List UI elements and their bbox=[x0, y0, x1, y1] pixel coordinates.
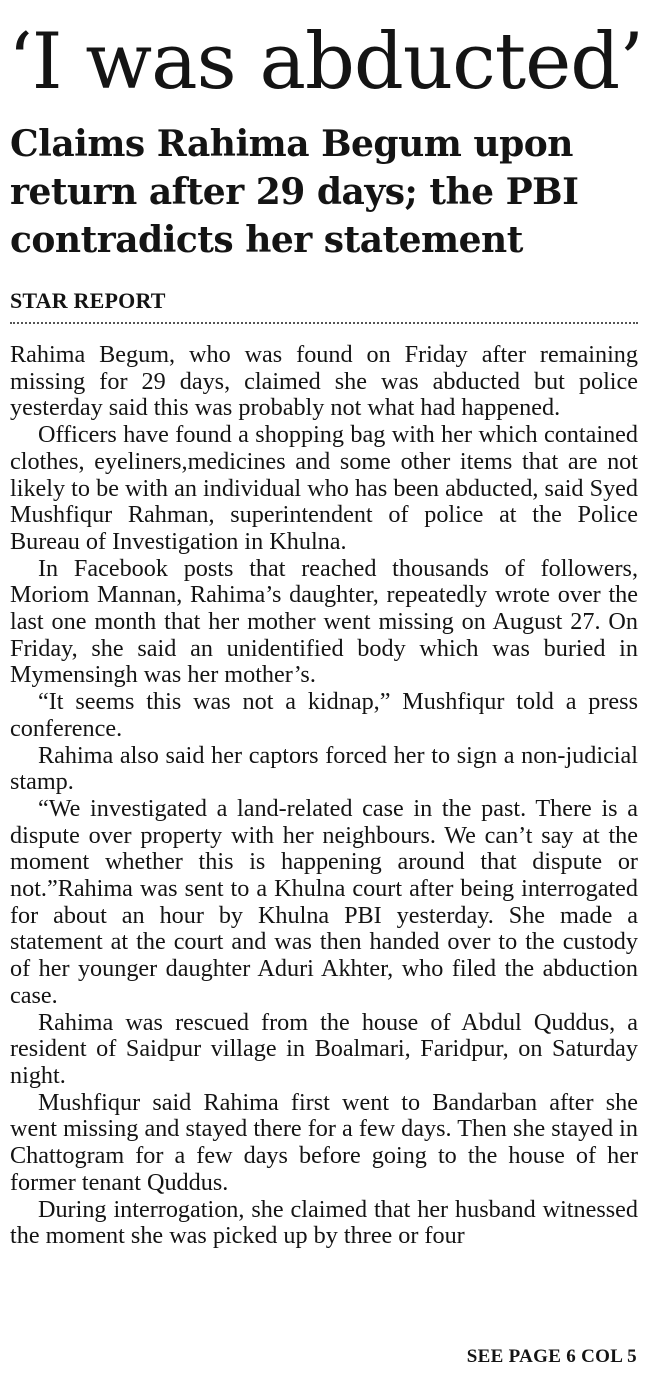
paragraph: “We investigated a land-related case in the past. There is a dispute over property with her neighbours. We can’t say at the moment whether this is happening around that dispute or not.”Rahima was sent to a Khulna court after being interrogated for about an hour by Khulna PBI yesterday. She made a statement at the court and was then handed over to the custody of her younger daughter Aduri Akhter, who filed the abduction case. bbox=[10, 794, 638, 1009]
paragraph: During interrogation, she claimed that her husband witnessed the moment she was picked up by three or four bbox=[10, 1195, 638, 1250]
paragraph: Officers have found a shopping bag with her which contained clothes, eyeliners,medicines and some other items that are not likely to be with an individual who has been abducted, said Syed Mushfiqur Rahman, superintendent of police at the Police Bureau of Investigation in Khulna. bbox=[10, 421, 638, 555]
headline: ‘I was abducted’ bbox=[8, 17, 644, 107]
paragraph: In Facebook posts that reached thousands of followers, Moriom Mannan, Rahima’s daughter, repeatedly wrote over the last one month that her mother went missing on August 27. On Friday, she said an unidentified body which was buried in Mymensingh was her mother’s. bbox=[10, 554, 638, 689]
article-body bbox=[10, 342, 638, 1250]
dotted-divider bbox=[10, 322, 638, 324]
paragraph: Rahima also said her captors forced her to sign a non-judicial stamp. bbox=[10, 741, 638, 796]
paragraph: “It seems this was not a kidnap,” Mushfiqur told a press conference. bbox=[10, 688, 638, 742]
paragraph: Rahima was rescued from the house of Abdul Quddus, a resident of Saidpur village in Boalmari, Faridpur, on Saturday night. bbox=[10, 1008, 638, 1089]
subheadline: Claims Rahima Begum upon return after 29 days; the PBI contradicts her statement bbox=[10, 123, 579, 261]
article bbox=[8, 0, 644, 1250]
paragraph: Mushfiqur said Rahima first went to Bandarban after she went missing and stayed there for a few days. Then she stayed in Chattogram for a few days before going to the house of her former tenant Quddus. bbox=[10, 1088, 638, 1196]
paragraph: Rahima Begum, who was found on Friday after remaining missing for 29 days, claimed she was abducted but police yesterday said this was probably not what had happened. bbox=[10, 341, 638, 422]
jump-reference: SEE PAGE 6 COL 5 bbox=[466, 1346, 637, 1367]
byline: STAR REPORT bbox=[10, 288, 166, 313]
